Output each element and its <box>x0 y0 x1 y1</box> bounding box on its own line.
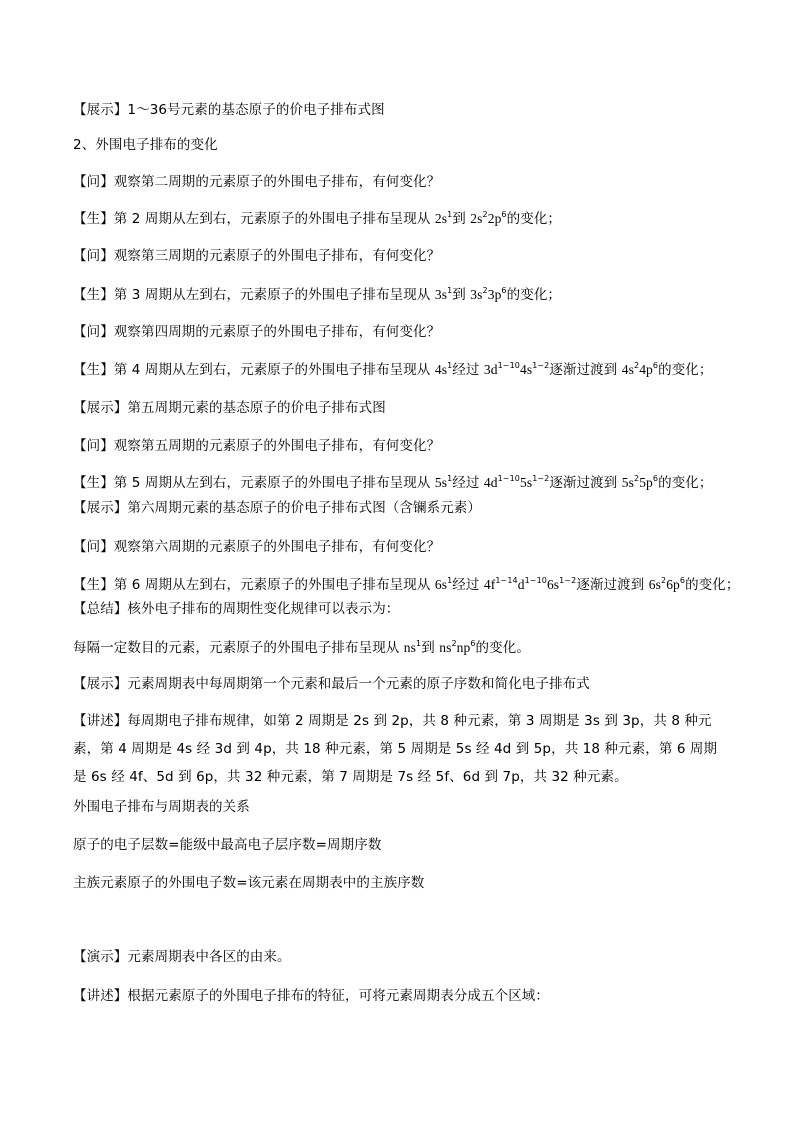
answer-period-5: 【生】第 5 周期从左到右，元素原子的外围电子排布呈现从 $5s^1$经过 $4d^{1\sim 10}5s^{1\sim 2}$逐渐过渡到 $5s^25p^6$的变化； <box>73 474 713 491</box>
demo-blocks-origin: 【演示】元素周期表中各区的由来。 <box>73 949 291 965</box>
rule-statement: 每隔一定数目的元素，元素原子的外围电子排布呈现从 $ns^1$到 $ns^2np^6$的变化。 <box>73 639 530 656</box>
question-period-6: 【问】观察第六周期的元素原子的外围电子排布，有何变化？ <box>73 539 441 555</box>
question-period-4: 【问】观察第四周期的元素原子的外围电子排布，有何变化？ <box>73 324 441 340</box>
relation-rule-1: 原子的电子层数=能级中最高电子层序数=周期序数 <box>73 837 382 853</box>
lecture-five-blocks: 【讲述】根据元素原子的外围电子排布的特征，可将元素周期表分成五个区域： <box>73 988 549 1004</box>
display-period-5-diagram: 【展示】第五周期元素的基态原子的价电子排布式图 <box>73 400 386 416</box>
question-period-3: 【问】观察第三周期的元素原子的外围电子排布，有何变化？ <box>73 248 441 264</box>
answer-period-2: 【生】第 2 周期从左到右，元素原子的外围电子排布呈现从 $2s^1$到 $2s^22p^6$的变化； <box>73 210 562 227</box>
lecture-period-rules: 【讲述】每周期电子排布规律，如第 2 周期是 2s 到 2p，共 8 种元素，第 3 周期是 3s 到 3p，共 8 种元素，第 4 周期是 4s 经 3d 到 4p，共 18 种元素，第 5 周期是 5s 经 4d 到 5p，共 18 种元素，第 6 周期是 6s 经 4f、5d 到 6p，共 32 种元素，第 7 周期是 7s 经 5f、6d 到 7p，共 32 种元素。 <box>73 713 718 785</box>
summary-periodic-rule: 【总结】核外电子排布的周期性变化规律可以表示为： <box>73 601 400 617</box>
question-period-5: 【问】观察第五周期的元素原子的外围电子排布，有何变化？ <box>73 438 441 454</box>
display-period-6-diagram: 【展示】第六周期元素的基态原子的价电子排布式图（含镧系元素） <box>73 500 481 516</box>
answer-period-4: 【生】第 4 周期从左到右，元素原子的外围电子排布呈现从 $4s^1$经过 $3d^{1\sim 10}4s^{1\sim 2}$逐渐过渡到 $4s^24p^6$的变化； <box>73 361 713 378</box>
question-period-2: 【问】观察第二周期的元素原子的外围电子排布，有何变化？ <box>73 174 441 190</box>
answer-period-3: 【生】第 3 周期从左到右，元素原子的外围电子排布呈现从 $3s^1$到 $3s^23p^6$的变化； <box>73 286 562 303</box>
relation-rule-2: 主族元素原子的外围电子数=该元素在周期表中的主族序数 <box>73 875 425 891</box>
section-heading-outer-electron-changes: 2、外围电子排布的变化 <box>73 137 218 153</box>
answer-period-6: 【生】第 6 周期从左到右，元素原子的外围电子排布呈现从 $6s^1$经过 $4f^{1\sim 14}d^{1\sim 10}6s^{1\sim 2}$逐渐过渡到 $6s^26p^6$的变化； <box>73 576 740 593</box>
display-period-first-last: 【展示】元素周期表中每周期第一个元素和最后一个元素的原子序数和简化电子排布式 <box>73 676 590 692</box>
relation-heading: 外围电子排布与周期表的关系 <box>73 799 250 815</box>
paragraph-display-1-36: 【展示】1～36号元素的基态原子的价电子排布式图 <box>73 102 385 118</box>
